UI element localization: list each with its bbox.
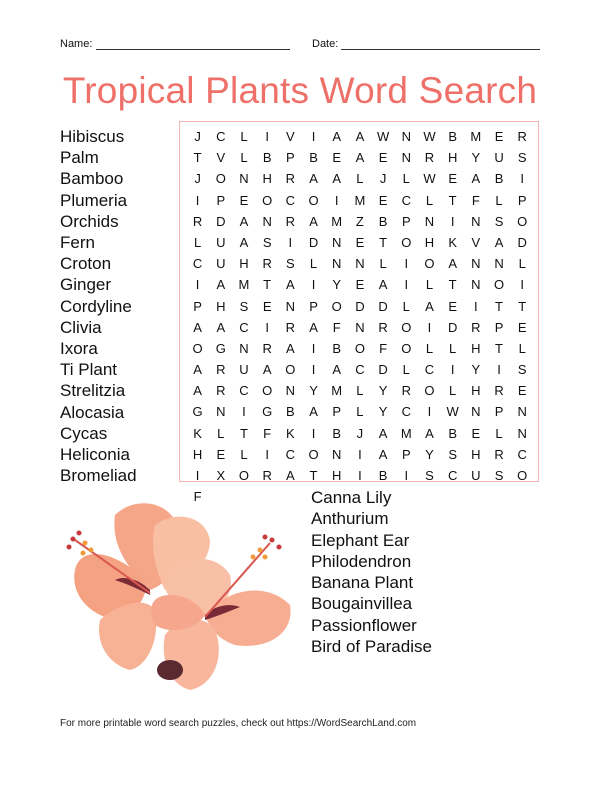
grid-cell[interactable]: X bbox=[216, 468, 226, 483]
grid-cell[interactable]: R bbox=[192, 213, 203, 229]
grid-cell[interactable]: N bbox=[471, 404, 481, 420]
grid-cell[interactable]: O bbox=[401, 319, 412, 335]
word-item: Clivia bbox=[60, 317, 102, 337]
grid-cell[interactable]: U bbox=[216, 234, 226, 250]
grid-cell[interactable]: H bbox=[262, 171, 272, 187]
word-item: Passionflower bbox=[311, 615, 417, 635]
grid-cell[interactable]: P bbox=[193, 298, 202, 314]
grid-cell[interactable]: M bbox=[354, 192, 366, 208]
grid-cell[interactable]: R bbox=[424, 150, 435, 166]
hibiscus-illustration bbox=[55, 495, 305, 695]
grid-cell[interactable]: O bbox=[331, 298, 342, 314]
grid-cell[interactable]: A bbox=[239, 234, 249, 250]
grid-cell[interactable]: E bbox=[239, 192, 249, 208]
grid-cell[interactable]: N bbox=[401, 150, 411, 166]
word-item: Croton bbox=[60, 254, 112, 274]
word-item: Bougainvillea bbox=[311, 594, 413, 614]
grid-cell[interactable]: V bbox=[216, 150, 226, 166]
grid-cell[interactable]: I bbox=[404, 277, 409, 293]
grid-cell[interactable]: E bbox=[448, 298, 457, 314]
grid-cell[interactable]: O bbox=[285, 362, 296, 378]
grid-cell[interactable]: P bbox=[332, 404, 342, 420]
grid-cell[interactable]: A bbox=[332, 129, 342, 144]
grid-cell[interactable]: A bbox=[378, 425, 388, 441]
grid-cell[interactable]: L bbox=[425, 340, 434, 356]
word-item: Anthurium bbox=[311, 509, 389, 529]
grid-cell[interactable]: E bbox=[262, 298, 272, 314]
grid-cell[interactable]: L bbox=[518, 340, 526, 356]
grid-cell[interactable]: J bbox=[194, 129, 201, 144]
grid-cell[interactable]: I bbox=[358, 446, 362, 462]
grid-cell[interactable]: L bbox=[425, 192, 434, 208]
grid-cell[interactable]: A bbox=[262, 362, 272, 378]
grid-cell[interactable]: I bbox=[450, 213, 455, 229]
grid-cell[interactable]: I bbox=[195, 468, 200, 483]
grid-cell[interactable]: I bbox=[520, 171, 525, 187]
grid-cell[interactable]: L bbox=[240, 129, 248, 144]
grid-cell[interactable]: I bbox=[195, 277, 200, 293]
grid-cell[interactable]: Y bbox=[425, 446, 434, 462]
grid-cell[interactable]: F bbox=[332, 319, 341, 335]
grid-cell[interactable]: A bbox=[471, 171, 481, 187]
grid-cell[interactable]: R bbox=[285, 171, 296, 187]
grid-cell[interactable]: S bbox=[239, 298, 249, 314]
grid-cell[interactable]: I bbox=[265, 446, 269, 462]
page-title: Tropical Plants Word Search bbox=[62, 70, 538, 111]
grid-cell[interactable]: S bbox=[262, 234, 272, 250]
word-item: Bamboo bbox=[60, 169, 124, 189]
grid-cell[interactable]: H bbox=[471, 340, 481, 356]
grid-cell[interactable]: R bbox=[401, 383, 411, 399]
word-item: Ti Plant bbox=[60, 360, 118, 380]
grid-cell[interactable]: J bbox=[356, 425, 364, 441]
grid-cell[interactable]: E bbox=[216, 446, 226, 462]
grid-cell[interactable]: R bbox=[262, 340, 272, 356]
letter-grid-cells bbox=[186, 126, 534, 507]
grid-cell[interactable]: R bbox=[471, 319, 481, 335]
date-label: Date: bbox=[312, 38, 339, 50]
grid-cell[interactable]: N bbox=[355, 319, 365, 335]
grid-cell[interactable]: Z bbox=[355, 213, 364, 229]
grid-cell[interactable]: I bbox=[358, 468, 362, 483]
grid-cell[interactable]: I bbox=[242, 404, 246, 420]
grid-cell[interactable]: N bbox=[471, 277, 481, 293]
grid-cell[interactable]: I bbox=[265, 129, 269, 144]
grid-cell[interactable]: S bbox=[494, 213, 504, 229]
grid-cell[interactable]: R bbox=[262, 468, 272, 483]
grid-cell[interactable]: N bbox=[401, 129, 411, 144]
word-item: Orchids bbox=[60, 211, 119, 231]
grid-cell[interactable]: A bbox=[309, 319, 318, 335]
grid-cell[interactable]: J bbox=[379, 171, 387, 187]
grid-cell[interactable]: O bbox=[517, 213, 528, 229]
grid-cell[interactable]: A bbox=[216, 277, 226, 293]
grid-cell[interactable]: R bbox=[216, 383, 226, 399]
grid-cell[interactable]: G bbox=[262, 404, 273, 420]
grid-cell[interactable]: I bbox=[311, 277, 316, 293]
grid-cell[interactable]: N bbox=[517, 404, 527, 420]
grid-cell[interactable]: P bbox=[216, 192, 226, 208]
grid-cell[interactable]: T bbox=[495, 298, 503, 314]
grid-cell[interactable]: L bbox=[309, 256, 318, 272]
grid-cell[interactable]: H bbox=[192, 446, 203, 462]
grid-cell[interactable]: N bbox=[239, 340, 249, 356]
word-item: Bird of Paradise bbox=[311, 637, 432, 657]
grid-cell[interactable]: I bbox=[474, 298, 478, 314]
grid-cell[interactable]: T bbox=[495, 340, 503, 356]
grid-cell[interactable]: I bbox=[404, 256, 409, 272]
word-item: Palm bbox=[60, 148, 99, 168]
grid-cell[interactable]: Y bbox=[378, 404, 388, 420]
grid-cell[interactable]: C bbox=[447, 468, 458, 483]
grid-cell[interactable]: U bbox=[239, 362, 249, 378]
word-item: Plumeria bbox=[60, 190, 128, 210]
grid-cell[interactable]: L bbox=[495, 425, 503, 441]
grid-cell[interactable]: K bbox=[193, 425, 202, 441]
grid-cell[interactable]: R bbox=[285, 319, 296, 335]
grid-cell[interactable]: N bbox=[332, 234, 342, 250]
word-item: Alocasia bbox=[60, 402, 125, 422]
grid-cell[interactable]: F bbox=[379, 340, 388, 356]
word-item: Heliconia bbox=[60, 445, 130, 465]
grid-cell[interactable]: H bbox=[447, 150, 458, 166]
grid-cell[interactable]: M bbox=[400, 425, 412, 441]
grid-cell[interactable]: I bbox=[427, 319, 432, 335]
grid-cell[interactable]: U bbox=[216, 256, 226, 272]
grid-cell[interactable]: T bbox=[239, 425, 248, 441]
grid-cell[interactable]: I bbox=[311, 129, 316, 144]
grid-cell[interactable]: M bbox=[238, 277, 250, 293]
grid-cell[interactable]: T bbox=[309, 468, 318, 483]
grid-cell[interactable]: B bbox=[378, 468, 388, 483]
grid-cell[interactable]: S bbox=[425, 468, 434, 483]
grid-cell[interactable]: U bbox=[494, 150, 504, 166]
grid-cell[interactable]: P bbox=[494, 319, 504, 335]
grid-cell[interactable]: J bbox=[194, 171, 201, 187]
grid-cell[interactable]: D bbox=[517, 234, 527, 250]
grid-cell[interactable]: A bbox=[216, 319, 226, 335]
grid-cell[interactable]: C bbox=[216, 129, 226, 144]
grid-cell[interactable]: W bbox=[446, 404, 459, 420]
grid-cell[interactable]: I bbox=[497, 362, 501, 378]
grid-cell[interactable]: O bbox=[401, 234, 412, 250]
grid-cell[interactable]: E bbox=[517, 383, 527, 399]
grid-cell[interactable]: L bbox=[193, 234, 202, 250]
grid-cell[interactable]: E bbox=[355, 234, 365, 250]
grid-cell[interactable]: L bbox=[240, 150, 248, 166]
grid-cell[interactable]: W bbox=[423, 171, 436, 187]
grid-cell[interactable]: B bbox=[448, 425, 457, 441]
grid-cell[interactable]: C bbox=[401, 192, 411, 208]
grid-cell[interactable]: L bbox=[402, 298, 410, 314]
grid-cell[interactable]: A bbox=[425, 425, 434, 441]
word-item: Strelitzia bbox=[60, 381, 126, 401]
name-label: Name: bbox=[60, 38, 93, 50]
grid-cell[interactable]: S bbox=[517, 362, 527, 378]
word-list-left bbox=[60, 126, 137, 486]
grid-cell[interactable]: A bbox=[378, 277, 388, 293]
grid-cell[interactable]: T bbox=[379, 234, 388, 250]
grid-cell[interactable]: R bbox=[517, 129, 527, 144]
grid-cell[interactable]: R bbox=[216, 362, 226, 378]
grid-cell[interactable]: L bbox=[449, 383, 457, 399]
word-item: Cycas bbox=[60, 423, 108, 443]
grid-cell[interactable]: O bbox=[215, 171, 226, 187]
grid-cell[interactable]: B bbox=[378, 213, 388, 229]
grid-cell[interactable]: O bbox=[517, 468, 528, 483]
grid-cell[interactable]: C bbox=[401, 404, 411, 420]
grid-cell[interactable]: O bbox=[262, 383, 273, 399]
grid-cell[interactable]: V bbox=[286, 129, 295, 144]
grid-cell[interactable]: A bbox=[355, 129, 365, 144]
grid-cell[interactable]: C bbox=[355, 362, 365, 378]
grid-cell[interactable]: T bbox=[518, 298, 527, 314]
grid-cell[interactable]: M bbox=[331, 213, 343, 229]
name-field-line[interactable] bbox=[96, 49, 290, 50]
grid-cell[interactable]: K bbox=[448, 234, 457, 250]
grid-cell[interactable]: D bbox=[308, 234, 319, 250]
grid-cell[interactable]: Y bbox=[332, 277, 342, 293]
grid-cell[interactable]: N bbox=[494, 256, 504, 272]
grid-cell[interactable]: A bbox=[286, 468, 295, 483]
grid-cell[interactable]: B bbox=[309, 150, 318, 166]
grid-cell[interactable]: U bbox=[471, 468, 481, 483]
word-item: Fern bbox=[60, 233, 95, 253]
grid-cell[interactable]: N bbox=[424, 213, 435, 229]
grid-cell[interactable]: R bbox=[494, 446, 504, 462]
grid-cell[interactable]: T bbox=[263, 277, 272, 293]
grid-cell[interactable]: E bbox=[448, 171, 457, 187]
grid-cell[interactable]: P bbox=[401, 446, 411, 462]
grid-cell[interactable]: P bbox=[494, 404, 504, 420]
word-item: Hibiscus bbox=[60, 127, 125, 146]
grid-cell[interactable]: E bbox=[494, 129, 504, 144]
grid-cell[interactable]: L bbox=[356, 404, 364, 420]
grid-cell[interactable]: C bbox=[424, 362, 435, 378]
grid-cell[interactable]: W bbox=[376, 129, 390, 144]
grid-cell[interactable]: B bbox=[262, 150, 272, 166]
grid-cell[interactable]: B bbox=[332, 340, 342, 356]
date-field-line[interactable] bbox=[341, 49, 540, 50]
grid-cell[interactable]: N bbox=[355, 256, 365, 272]
grid-cell[interactable]: Y bbox=[309, 383, 318, 399]
grid-cell[interactable]: R bbox=[262, 256, 272, 272]
grid-cell[interactable]: L bbox=[402, 171, 410, 187]
grid-cell[interactable]: N bbox=[517, 425, 527, 441]
grid-cell[interactable]: N bbox=[471, 256, 481, 272]
hibiscus-icon bbox=[55, 495, 305, 695]
grid-cell[interactable]: L bbox=[356, 383, 364, 399]
grid-cell[interactable]: W bbox=[423, 129, 436, 144]
grid-cell[interactable]: D bbox=[378, 298, 388, 314]
grid-cell[interactable]: B bbox=[448, 129, 457, 144]
grid-cell[interactable]: H bbox=[471, 383, 481, 399]
grid-cell[interactable]: O bbox=[424, 256, 435, 272]
word-item: Canna Lily bbox=[311, 488, 392, 507]
grid-cell[interactable]: C bbox=[285, 192, 296, 208]
grid-cell[interactable]: O bbox=[493, 277, 505, 293]
grid-cell[interactable]: N bbox=[471, 213, 481, 229]
footer-note: For more printable word search puzzles, check out https://WordSearchLand.com bbox=[60, 718, 417, 729]
word-item: Cordyline bbox=[60, 296, 132, 316]
grid-cell[interactable]: A bbox=[239, 213, 249, 229]
grid-cell[interactable]: T bbox=[448, 192, 457, 208]
grid-cell[interactable]: P bbox=[517, 192, 527, 208]
word-item: Ixora bbox=[60, 339, 98, 359]
grid-cell[interactable]: E bbox=[471, 425, 481, 441]
word-item: Bromeliad bbox=[60, 466, 137, 486]
word-item: Elephant Ear bbox=[311, 530, 410, 550]
grid-cell[interactable]: A bbox=[448, 256, 457, 272]
grid-cell[interactable]: I bbox=[311, 340, 316, 356]
grid-cell[interactable]: M bbox=[470, 129, 482, 144]
grid-cell[interactable]: P bbox=[401, 213, 411, 229]
grid-cell[interactable]: P bbox=[309, 298, 318, 314]
grid-cell[interactable]: N bbox=[285, 383, 296, 399]
grid-cell[interactable]: D bbox=[355, 298, 365, 314]
grid-cell[interactable]: O bbox=[401, 340, 412, 356]
grid-cell[interactable]: F bbox=[263, 425, 272, 441]
grid-cell[interactable]: I bbox=[288, 234, 293, 250]
grid-cell[interactable]: N bbox=[332, 446, 342, 462]
grid-cell[interactable]: I bbox=[520, 277, 525, 293]
grid-cell[interactable]: A bbox=[309, 404, 318, 420]
grid-cell[interactable]: C bbox=[192, 256, 203, 272]
grid-cell[interactable]: P bbox=[286, 150, 295, 166]
grid-cell[interactable]: E bbox=[355, 277, 365, 293]
grid-cell[interactable]: T bbox=[448, 277, 457, 293]
grid-cell[interactable]: A bbox=[193, 319, 202, 335]
grid-cell[interactable]: A bbox=[332, 171, 342, 187]
grid-cell[interactable]: R bbox=[378, 319, 388, 335]
word-item: Banana Plant bbox=[311, 573, 414, 593]
grid-cell[interactable]: A bbox=[332, 362, 342, 378]
grid-cell[interactable]: A bbox=[494, 234, 504, 250]
grid-cell[interactable]: E bbox=[378, 192, 388, 208]
grid-cell[interactable]: T bbox=[193, 150, 202, 166]
grid-cell[interactable]: N bbox=[239, 171, 249, 187]
header-row bbox=[60, 38, 542, 54]
grid-cell[interactable]: L bbox=[356, 171, 364, 187]
grid-cell[interactable]: I bbox=[195, 192, 200, 208]
grid-cell[interactable]: K bbox=[286, 425, 295, 441]
grid-cell[interactable]: B bbox=[494, 171, 504, 187]
grid-cell[interactable]: O bbox=[192, 340, 203, 356]
grid-cell[interactable]: A bbox=[286, 340, 295, 356]
grid-cell[interactable]: O bbox=[424, 383, 435, 399]
grid-cell[interactable]: S bbox=[517, 150, 527, 166]
grid-cell[interactable]: N bbox=[332, 256, 342, 272]
grid-cell[interactable]: O bbox=[262, 192, 273, 208]
grid-cell[interactable]: E bbox=[517, 319, 527, 335]
grid-cell[interactable]: I bbox=[404, 468, 409, 483]
grid-cell[interactable]: L bbox=[217, 425, 225, 441]
grid-cell[interactable]: E bbox=[378, 150, 388, 166]
grid-cell[interactable]: C bbox=[239, 319, 249, 335]
grid-cell[interactable]: A bbox=[193, 383, 202, 399]
grid-cell[interactable]: A bbox=[378, 446, 388, 462]
grid-cell[interactable]: N bbox=[285, 298, 296, 314]
grid-cell[interactable]: Y bbox=[471, 150, 481, 166]
grid-cell[interactable]: L bbox=[518, 256, 526, 272]
grid-cell[interactable]: H bbox=[216, 298, 226, 314]
grid-cell[interactable]: A bbox=[309, 171, 318, 187]
grid-cell[interactable]: L bbox=[425, 277, 434, 293]
grid-cell[interactable]: R bbox=[285, 213, 296, 229]
grid-cell[interactable]: Y bbox=[471, 362, 481, 378]
grid-cell[interactable]: C bbox=[239, 383, 249, 399]
grid-cell[interactable]: B bbox=[332, 425, 342, 441]
grid-cell[interactable]: C bbox=[285, 446, 296, 462]
grid-cell[interactable]: A bbox=[309, 213, 318, 229]
grid-cell[interactable]: A bbox=[355, 150, 365, 166]
grid-cell[interactable]: S bbox=[448, 446, 457, 462]
grid-cell[interactable]: F bbox=[193, 489, 202, 505]
grid-cell[interactable]: V bbox=[471, 234, 481, 250]
grid-cell[interactable]: A bbox=[193, 362, 202, 378]
word-list-right bbox=[311, 487, 432, 657]
grid-cell[interactable]: O bbox=[308, 192, 319, 208]
grid-cell[interactable]: C bbox=[517, 446, 527, 462]
grid-cell[interactable]: R bbox=[494, 383, 504, 399]
grid-cell[interactable]: O bbox=[238, 468, 250, 483]
grid-cell[interactable]: M bbox=[331, 383, 343, 399]
grid-cell[interactable]: D bbox=[378, 362, 388, 378]
grid-cell[interactable]: E bbox=[332, 150, 342, 166]
grid-cell[interactable]: L bbox=[240, 446, 248, 462]
grid-cell[interactable]: H bbox=[471, 446, 481, 462]
grid-cell[interactable]: L bbox=[449, 340, 457, 356]
grid-cell[interactable]: A bbox=[286, 277, 295, 293]
grid-cell[interactable]: L bbox=[402, 362, 410, 378]
grid-cell[interactable]: Y bbox=[378, 383, 388, 399]
grid-cell[interactable]: H bbox=[424, 234, 435, 250]
grid-cell[interactable]: I bbox=[265, 319, 269, 335]
grid-cell[interactable]: N bbox=[262, 213, 272, 229]
grid-cell[interactable]: H bbox=[239, 256, 249, 272]
grid-cell[interactable]: O bbox=[354, 340, 365, 356]
grid-cell[interactable]: D bbox=[216, 213, 226, 229]
grid-cell[interactable]: N bbox=[216, 404, 226, 420]
word-item: Philodendron bbox=[311, 551, 412, 571]
grid-cell[interactable]: A bbox=[425, 298, 434, 314]
grid-cell[interactable]: H bbox=[332, 468, 342, 483]
grid-cell[interactable]: O bbox=[308, 446, 319, 462]
grid-cell[interactable]: I bbox=[450, 362, 455, 378]
grid-cell[interactable]: L bbox=[495, 192, 503, 208]
grid-cell[interactable]: I bbox=[311, 362, 316, 378]
grid-cell[interactable]: L bbox=[379, 256, 387, 272]
grid-cell[interactable]: G bbox=[192, 404, 203, 420]
grid-cell[interactable]: I bbox=[311, 425, 316, 441]
word-item: Ginger bbox=[60, 275, 112, 295]
grid-cell[interactable]: B bbox=[286, 404, 295, 420]
grid-cell[interactable]: I bbox=[427, 404, 432, 420]
grid-cell[interactable]: S bbox=[494, 468, 504, 483]
grid-cell[interactable]: D bbox=[447, 319, 458, 335]
grid-cell[interactable]: F bbox=[471, 192, 480, 208]
grid-cell[interactable]: G bbox=[215, 340, 226, 356]
grid-cell[interactable]: S bbox=[286, 256, 295, 272]
grid-cell[interactable]: I bbox=[334, 192, 339, 208]
